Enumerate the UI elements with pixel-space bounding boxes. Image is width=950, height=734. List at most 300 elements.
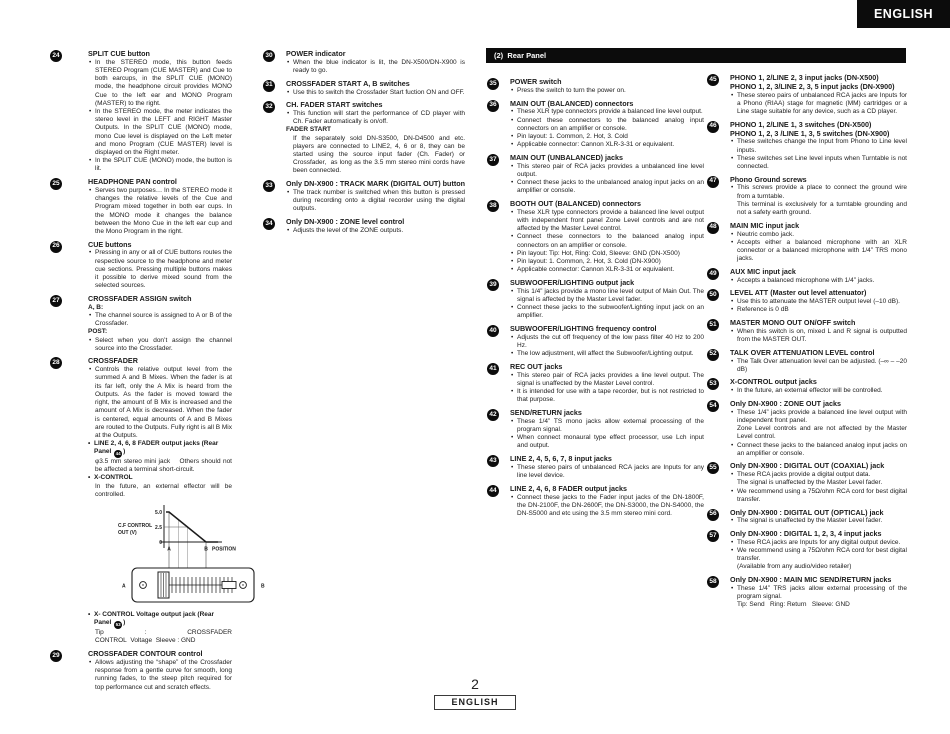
item-number-badge: 51 <box>707 319 719 331</box>
text: ) <box>123 448 126 456</box>
item-heading: MAIN OUT (UNBALANCED) jacks <box>510 152 624 162</box>
item-heading: SUBWOOFER/LIGHTING frequency control <box>510 323 657 333</box>
bullet-marker: • <box>287 188 290 196</box>
bullet-point <box>730 387 907 395</box>
item-heading: MASTER MONO OUT ON/OFF switch <box>730 318 856 328</box>
item-number-badge: 33 <box>263 180 275 192</box>
bullet-point <box>730 471 907 479</box>
bullet-point <box>510 434 704 450</box>
bullet-marker: • <box>731 298 734 306</box>
text: FADER START <box>286 126 332 134</box>
bullet-point <box>510 464 704 480</box>
item-heading: LINE 2, 4, 6, 8 FADER output jacks <box>510 483 628 493</box>
x-label-a: A <box>167 546 171 553</box>
bullet-point <box>88 249 232 290</box>
paragraph <box>730 601 907 609</box>
page-footer <box>0 676 950 710</box>
item-body <box>730 576 907 609</box>
bullet-point <box>510 163 704 179</box>
bullet-marker: • <box>731 91 734 99</box>
text: We recommend using a 75Ω/ohm RCA cord for best digital transfer. <box>737 487 907 503</box>
text: Neutric combo jack. <box>737 230 795 238</box>
bullet-point <box>730 184 907 200</box>
manual-item-41 <box>487 363 704 405</box>
bullet-marker: • <box>731 487 734 495</box>
bullet-point <box>730 231 907 239</box>
text: Press the switch to turn the power on. <box>517 86 626 94</box>
item-body <box>88 241 232 291</box>
bullet-marker: • <box>731 538 734 546</box>
bullet-point <box>286 227 465 235</box>
text: Connect these connectors to the balanced analog input connectors on an amplifier or console. <box>517 116 704 132</box>
bullet-marker: • <box>731 517 734 525</box>
bullet-marker: • <box>731 184 734 192</box>
bullet-marker: • <box>89 108 92 116</box>
manual-item-28 <box>50 356 265 645</box>
bold-bullet-point <box>88 440 232 458</box>
text: These 1/4” TS mono jacks allow external processing of the program signal. <box>517 417 704 433</box>
text: Pressing in any or all of CUE buttons routes the respective source to the headphone and meter cue sections. Pressing multiple buttons makes it possible to derive mixed sound from the selected sources. <box>95 249 232 290</box>
bullet-marker: • <box>511 208 514 216</box>
item-number-badge: 32 <box>263 101 275 113</box>
paragraph <box>88 483 232 499</box>
item-body <box>286 50 465 75</box>
bullet-marker: • <box>731 230 734 238</box>
paragraph <box>286 135 465 176</box>
rear-panel-section-header <box>486 48 906 63</box>
item-body <box>510 154 704 196</box>
text: These RCA jacks are Inputs for any digital output device. <box>737 538 901 546</box>
bullet-point <box>510 209 704 234</box>
paragraph <box>88 629 232 645</box>
bullet-marker: • <box>731 327 734 335</box>
y-axis-label-line2: OUT (V) <box>118 530 137 537</box>
bullet-marker: • <box>511 233 514 241</box>
bullet-marker: • <box>89 658 92 666</box>
item-body <box>88 295 232 353</box>
manual-item-46 <box>707 121 907 171</box>
column-1 <box>50 49 265 696</box>
manual-item-56 <box>707 509 907 526</box>
item-heading: Only DN-X900 : DIGITAL OUT (COAXIAL) jack <box>730 461 885 471</box>
bullet-point <box>730 488 907 504</box>
text: Connect these jacks to the subwoofer/Lighting input jack on an amplifier. <box>517 304 704 320</box>
bullet-point <box>730 298 907 306</box>
y-tick-2-5: 2.5 <box>155 525 162 532</box>
crossfader-curve-graph <box>116 502 271 606</box>
footer-language-box <box>434 695 515 710</box>
text: The low adjustment, will affect the Subwoofer/Lighting output. <box>517 350 694 358</box>
text: In the SPLIT CUE (MONO) mode, the button is lit. <box>95 157 232 173</box>
item-heading: LINE 2, 4, 5, 6, 7, 8 input jacks <box>510 454 612 464</box>
bullet-point <box>730 539 907 547</box>
manual-item-43 <box>487 455 704 480</box>
text: Reference is 0 dB <box>737 306 789 314</box>
bullet-marker: • <box>731 471 734 479</box>
item-number-badge: 49 <box>707 268 719 280</box>
bullet-point <box>286 110 465 126</box>
bullet-point <box>730 358 907 374</box>
bullet-point <box>510 141 704 149</box>
item-number-badge: 40 <box>487 325 499 337</box>
bullet-point <box>88 337 232 353</box>
bullet-point <box>730 547 907 563</box>
item-heading: CH. FADER START switches <box>286 100 383 110</box>
bullet-point <box>510 266 704 274</box>
item-body <box>510 455 704 480</box>
bullet-marker: • <box>287 58 290 66</box>
item-heading: CROSSFADER START A, B switches <box>286 78 410 88</box>
item-heading: LEVEL ATT (Master out level attenuator) <box>730 288 867 298</box>
item-heading: Only DN-X900 : MAIN MIC SEND/RETURN jacks <box>730 575 892 585</box>
text: ) <box>123 619 126 627</box>
bullet-marker: • <box>731 276 734 284</box>
bullet-point <box>730 138 907 154</box>
item-body <box>286 180 465 213</box>
text: Accepts a balanced microphone with 1/4” jacks. <box>737 276 875 284</box>
item-heading: PHONO 1, 2, 3 /LINE 1, 3, 5 switches (DN-X900) <box>730 128 890 138</box>
item-heading: SEND/RETURN jacks <box>510 407 582 417</box>
item-heading: SUBWOOFER/LIGHTING output jack <box>510 277 635 287</box>
text: These switches set Line level inputs when Turntable is not connected. <box>737 154 907 170</box>
item-number-badge: 34 <box>263 218 275 230</box>
text: Serves two purposes… In the STEREO mode it changes the relative levels of the Cue and Program mixed together in both ear cups. In the MONO mode it changes the balance between the Mono Cue in the left ear cup and the Mono Program in the right. <box>95 186 232 235</box>
item-heading: POWER indicator <box>286 49 346 58</box>
bullet-point <box>730 517 907 525</box>
fader-label-a: A <box>122 583 126 590</box>
item-heading: HEADPHONE PAN control <box>88 177 177 187</box>
bullet-point <box>510 388 704 404</box>
bullet-point <box>286 59 465 75</box>
text: Connect these connectors to the balanced analog input connectors on an amplifier or console. <box>517 233 704 249</box>
manual-item-35 <box>487 78 704 95</box>
text: These switches change the Input from Phono to Line level inputs. <box>737 138 907 154</box>
item-body <box>510 325 704 358</box>
paragraph <box>730 201 907 217</box>
bullet-marker: • <box>287 88 290 96</box>
text: These 1/4” TRS jacks allow external processing of the program signal. <box>737 584 907 601</box>
x-axis-label: POSITION <box>212 546 236 553</box>
item-heading: CUE buttons <box>88 239 132 249</box>
bullet-marker: • <box>731 138 734 146</box>
bullet-marker: • <box>511 257 514 265</box>
paragraph <box>730 479 907 487</box>
item-number-badge: 46 <box>707 121 719 133</box>
manual-item-39 <box>487 279 704 321</box>
manual-item-51 <box>707 319 907 344</box>
fader-label-b: B <box>261 583 265 590</box>
item-heading: Only DN-X900 : ZONE level control <box>286 217 405 227</box>
text: The signal is unaffected by the Master Level fader. <box>737 517 883 525</box>
text: When this switch is on, mixed L and R signal is outputted from the MASTER OUT. <box>737 327 907 344</box>
bullet-marker: • <box>731 238 734 246</box>
item-body <box>730 121 907 171</box>
text: This 1/4” jacks provide a mono line level output of Main Out. The signal is affected by the Master Level fader. <box>517 287 704 303</box>
bullet-point <box>510 233 704 249</box>
text: Controls the relative output level from the summed A and B Mixes. When the fader is at its far left, only the A Mix is heard from the Outputs. As the fader is moved toward the right, the amount of B Mix is increased and the amount of A Mix is decreased. When the fader is centered, equal amounts of A and B Mixes are routed to the Outputs. Fully right is all B Mix at the Outputs. <box>95 366 232 439</box>
item-number-badge: 35 <box>487 78 499 90</box>
text: Connect these jacks to the Fader input jacks of the DN-1800F, the DN-2100F, the DN-2600F, the DN-S3000, the DN-S4000, the DN-S5000 and etc using the 3.5 mm stereo mini cord. <box>517 493 704 517</box>
bullet-point <box>510 117 704 133</box>
item-number-badge: 27 <box>50 295 62 307</box>
item-number-badge: 38 <box>487 200 499 212</box>
sub-heading <box>88 328 232 336</box>
text: This screws provide a place to connect the ground wire from a turntable. <box>737 184 907 200</box>
cross-reference-badge: 53 <box>114 621 122 629</box>
item-body <box>510 200 704 274</box>
item-number-badge: 42 <box>487 409 499 421</box>
item-heading: Only DN-X900 : TRACK MARK (DIGITAL OUT) button <box>286 179 466 189</box>
item-heading: MAIN OUT (BALANCED) connectors <box>510 98 634 108</box>
manual-item-37 <box>487 154 704 196</box>
footer-language-label: ENGLISH <box>451 697 499 707</box>
text: Applicable connector: Cannon XLR-3-31 or equivalent. <box>517 141 675 149</box>
item-number-badge: 39 <box>487 279 499 291</box>
bullet-marker: • <box>511 108 514 116</box>
bullet-point <box>88 59 232 108</box>
y-axis-label-line1: C.F CONTROL <box>118 523 153 530</box>
manual-item-26 <box>50 241 232 291</box>
bullet-marker: • <box>511 179 514 187</box>
bullet-marker: • <box>287 110 290 117</box>
item-number-badge: 47 <box>707 176 719 188</box>
paragraph <box>730 425 907 441</box>
item-body <box>88 178 232 236</box>
text: The Talk Over attenuation level can be adjusted. (–∞ – –20 dB) <box>737 357 907 373</box>
bullet-point <box>510 372 704 388</box>
item-body <box>730 400 907 458</box>
text: The signal is unaffected by the Master Level fader. <box>737 479 883 487</box>
item-number-badge: 44 <box>487 485 499 497</box>
item-body <box>286 218 465 235</box>
text: We recommend using a 75Ω/ohm RCA cord for best digital transfer. <box>737 547 907 563</box>
y-tick-0: 0 <box>159 540 162 547</box>
item-body <box>730 289 907 314</box>
item-body <box>286 101 465 175</box>
text: Tip: Send Ring: Return Sleeve: GND <box>737 601 850 609</box>
text: Adjusts the level of the ZONE outputs. <box>293 226 404 234</box>
paragraph <box>88 458 232 474</box>
item-body <box>88 356 265 645</box>
item-number-badge: 41 <box>487 363 499 375</box>
item-heading: POWER switch <box>510 77 562 86</box>
language-tag <box>857 0 950 28</box>
bullet-marker: • <box>89 249 92 257</box>
text: POST: <box>88 328 108 336</box>
item-heading: Only DN-X900 : DIGITAL 1, 2, 3, 4 input jacks <box>730 529 882 539</box>
bullet-marker: • <box>511 333 514 341</box>
item-heading: PHONO 1, 2/LINE 1, 3 switches (DN-X500) <box>730 119 872 129</box>
text: In the STEREO mode, the meter indicates the stereo level in the LEFT and RIGHT Master Outputs. In the SPLIT CUE (MONO) mode, mono Cue level is displayed on the Left meter and mono Program (CUE MASTER) level is displayed on the Right meter. <box>95 108 232 157</box>
text: A, B: <box>88 303 104 311</box>
text: Pin layout: 1. Common, 2. Hot, 3. Cold (DN-X900) <box>517 257 661 265</box>
item-body <box>510 485 704 518</box>
item-body <box>730 530 907 572</box>
item-heading: SPLIT CUE button <box>88 49 150 58</box>
item-number-badge: 31 <box>263 80 275 92</box>
manual-item-36 <box>487 100 704 150</box>
bullet-marker: • <box>731 387 734 395</box>
item-number-badge: 24 <box>50 50 62 62</box>
bullet-marker: • <box>511 132 514 140</box>
item-number-badge: 45 <box>707 74 719 86</box>
bullet-point <box>510 304 704 320</box>
bullet-point <box>286 189 465 214</box>
item-body <box>730 509 907 526</box>
text: Adjusts the cut off frequency of the low pass filter 40 Hz to 200 Hz. <box>517 333 704 349</box>
manual-item-42 <box>487 409 704 451</box>
bullet-marker: • <box>731 357 734 365</box>
column-3 <box>487 78 704 523</box>
bullet-marker: • <box>511 417 514 425</box>
text: Select when you don’t assign the channel source into the Crossfader. <box>95 336 232 352</box>
item-heading: Only DN-X900 : ZONE OUT jacks <box>730 398 842 408</box>
column-4 <box>707 74 907 614</box>
item-heading: Only DN-X900 : DIGITAL OUT (OPTICAL) jack <box>730 507 884 517</box>
item-number-badge: 57 <box>707 530 719 542</box>
bullet-point <box>730 585 907 601</box>
bullet-marker: • <box>511 266 514 274</box>
bullet-marker: • <box>731 306 734 314</box>
manual-item-57 <box>707 530 907 572</box>
bullet-point <box>730 442 907 458</box>
bullet-marker: • <box>731 547 734 555</box>
item-number-badge: 29 <box>50 650 62 662</box>
bullet-marker: • <box>88 611 91 619</box>
item-heading: BOOTH OUT (BALANCED) connectors <box>510 198 641 208</box>
bullet-point <box>510 87 704 95</box>
cross-reference-badge: 44 <box>114 450 122 458</box>
x-label-b: B <box>204 546 208 553</box>
text: (Available from any audio/video retailer) <box>737 563 852 571</box>
bullet-point <box>88 312 232 328</box>
item-number-badge: 26 <box>50 241 62 253</box>
bullet-marker: • <box>511 162 514 170</box>
text: Use this to switch the Crossfader Start fuction ON and OFF. <box>293 88 465 96</box>
text: When connect monaural type effect processor, use Lch input and output. <box>517 434 704 450</box>
bullet-point <box>88 157 232 173</box>
manual-item-24 <box>50 50 232 174</box>
bullet-point <box>510 108 704 116</box>
bullet-point <box>510 350 704 358</box>
bullet-point <box>510 258 704 266</box>
item-number-badge: 55 <box>707 462 719 474</box>
text: These stereo pairs of unbalanced RCA jacks are Inputs for a Phono (RIAA) stage for magnetic (MM) cartridges or a Line stage suitable for any device, such as a CD player. <box>737 91 907 115</box>
item-body <box>730 462 907 504</box>
text: This function will start the performance of CD player with Ch. Fader automatically is on/off. <box>293 110 465 126</box>
text: In the future, an external effector will be controlled. <box>95 482 232 498</box>
item-body <box>730 319 907 344</box>
manual-item-27 <box>50 295 232 353</box>
item-heading: REC OUT jacks <box>510 361 563 371</box>
bullet-marker: • <box>731 154 734 162</box>
bullet-point <box>730 92 907 117</box>
item-heading: TALK OVER ATTENUATION LEVEL control <box>730 347 875 357</box>
item-heading: MAIN MIC input jack <box>730 220 800 230</box>
manual-item-34 <box>263 218 465 235</box>
item-number-badge: 53 <box>707 378 719 390</box>
bullet-point <box>510 179 704 195</box>
manual-item-54 <box>707 400 907 458</box>
text: Applicable connector: Cannon XLR-3-31 or equivalent. <box>517 266 675 274</box>
item-body <box>510 409 704 451</box>
manual-item-52 <box>707 349 907 374</box>
bullet-marker: • <box>511 434 514 442</box>
crossfader-control-diagram <box>116 502 265 609</box>
bullet-point <box>510 418 704 434</box>
bullet-point <box>730 155 907 171</box>
item-heading: PHONO 1, 2/LINE 2, 3 input jacks (DN-X500) <box>730 73 879 82</box>
item-body <box>730 378 907 395</box>
bullet-marker: • <box>89 58 92 66</box>
item-heading: AUX MIC input jack <box>730 266 796 276</box>
manual-item-30 <box>263 50 465 75</box>
bullet-marker: • <box>88 440 91 448</box>
manual-item-49 <box>707 268 907 285</box>
item-body <box>510 78 704 95</box>
text: Pin layout: Tip: Hot, Ring: Cold, Sleeve: GND (DN-X500) <box>517 249 680 257</box>
item-body <box>286 80 465 97</box>
text: X-CONTROL <box>94 474 133 482</box>
manual-item-31 <box>263 80 465 97</box>
text: Tip : CROSSFADER CONTROL Voltage Sleeve : GND <box>95 629 232 645</box>
fader-handle-mark <box>222 582 236 589</box>
section-header-label: (2) Rear Panel <box>494 51 547 60</box>
manual-item-40 <box>487 325 704 358</box>
item-heading: X-CONTROL output jacks <box>730 377 817 387</box>
bullet-point <box>510 250 704 258</box>
text: This stereo pair of RCA jacks provides a unbalanced line level output. <box>517 162 704 178</box>
bullet-point <box>510 334 704 350</box>
bullet-marker: • <box>511 287 514 295</box>
item-number-badge: 28 <box>50 357 62 369</box>
bullet-marker: • <box>89 157 92 165</box>
text: These XLR type connectors provide a balanced line level output. <box>517 108 703 116</box>
manual-item-25 <box>50 178 232 236</box>
bullet-marker: • <box>511 350 514 358</box>
text: In the future, an external effector will be controlled. <box>737 387 883 395</box>
bold-bullet-point <box>88 611 232 629</box>
bullet-marker: • <box>731 584 734 592</box>
bold-bullet-point <box>88 474 232 482</box>
bullet-marker: • <box>511 141 514 149</box>
manual-item-44 <box>487 485 704 518</box>
bullet-marker: • <box>89 366 92 374</box>
item-number-badge: 36 <box>487 100 499 112</box>
item-body <box>88 50 232 174</box>
y-tick-5: 5.0 <box>155 510 162 517</box>
item-heading: Phono Ground screws <box>730 174 807 184</box>
fader-illustration <box>122 568 265 602</box>
item-number-badge: 54 <box>707 400 719 412</box>
bullet-point <box>730 239 907 264</box>
text: In the STEREO mode, this button feeds STEREO Program (CUE MASTER) and Cue to both earcups, in the SPLIT CUE (MONO) mode, the headphone circuit provides MONO Cue to the left ear and MONO Program (MASTER) to the right. <box>95 58 232 107</box>
item-body <box>730 176 907 218</box>
bullet-marker: • <box>511 371 514 379</box>
text: These RCA jacks provide a digital output data. <box>737 471 871 479</box>
language-tag-label: ENGLISH <box>873 7 934 21</box>
item-number-badge: 43 <box>487 455 499 467</box>
text: Pin layout: 1. Common, 2. Hot, 3. Cold <box>517 132 628 140</box>
manual-item-55 <box>707 462 907 504</box>
text: It is intended for use with a tape recorder, but is not restricted to that purpose. <box>517 388 704 404</box>
text: This stereo pair of RCA jacks provides a line level output. The signal is unaffected by the Master Level control. <box>517 371 704 387</box>
manual-item-58 <box>707 576 907 609</box>
text: When the blue indicator is lit, the DN-X500/DN-X900 is ready to go. <box>293 58 465 74</box>
bullet-marker: • <box>511 249 514 257</box>
bullet-point <box>88 366 232 440</box>
bullet-point <box>510 494 704 519</box>
